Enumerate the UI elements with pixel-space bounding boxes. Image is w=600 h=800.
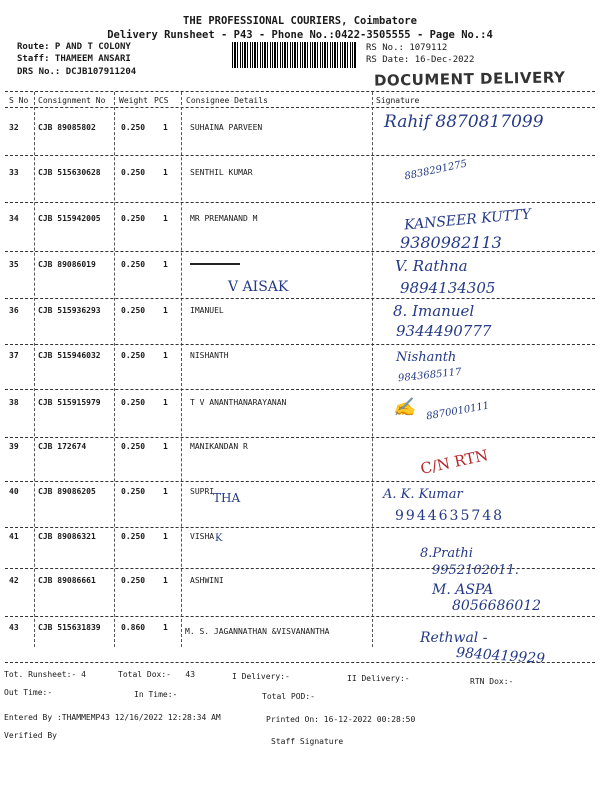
row-consignment: CJB 89086661 <box>38 576 96 585</box>
col-signature: Signature <box>376 96 420 105</box>
handwritten-name: KANSEER KUTTY <box>403 206 532 234</box>
row-pcs: 1 <box>163 260 168 269</box>
handwritten-phone: 8056686012 <box>452 598 542 614</box>
row-pcs: 1 <box>163 168 168 177</box>
row-sno: 41 <box>9 532 19 541</box>
row-sno: 43 <box>9 623 19 632</box>
handwritten-consignee-fix: THA <box>213 491 241 505</box>
row-weight: 0.860 <box>121 623 146 632</box>
row-weight: 0.250 <box>121 442 146 451</box>
row-consignee: NISHANTH <box>190 351 229 360</box>
row-pcs: 1 <box>163 623 168 632</box>
rs-number: RS No.: 1079112 <box>366 43 448 53</box>
drs-label: DRS No.: DCJB107911204 <box>17 67 137 77</box>
handwritten-name: Nishanth <box>396 350 457 365</box>
row-sno: 36 <box>9 306 19 315</box>
row-sno: 35 <box>9 260 19 269</box>
row-divider <box>5 568 595 569</box>
row-consignment: CJB 89086019 <box>38 260 96 269</box>
col-pcs: PCS <box>154 96 169 105</box>
row-divider <box>5 481 595 482</box>
row-weight: 0.250 <box>121 398 146 407</box>
row-pcs: 1 <box>163 306 168 315</box>
row-divider <box>5 251 595 252</box>
signature-scribble: ✍ <box>393 397 416 418</box>
staff-label: Staff: THAMEEM ANSARI <box>17 54 131 64</box>
col-sno: S No <box>9 96 29 105</box>
out-time: Out Time:- <box>4 688 53 697</box>
row-pcs: 1 <box>163 398 168 407</box>
staff-signature: Staff Signature <box>271 737 344 746</box>
printed-on: Printed On: 16-12-2022 00:28:50 <box>266 715 416 724</box>
ii-delivery: II Delivery:- <box>347 674 410 683</box>
company-title: THE PROFESSIONAL COURIERS, Coimbatore <box>183 15 417 27</box>
verified-by: Verified By <box>4 731 57 740</box>
row-consignment: CJB 515630628 <box>38 168 101 177</box>
row-pcs: 1 <box>163 123 168 132</box>
rtn-dox: RTN Dox:- <box>470 677 514 686</box>
document-delivery-stamp: DOCUMENT DELIVERY <box>373 68 566 90</box>
entered-by: Entered By :THAMMEMP43 12/16/2022 12:28:34 AM <box>4 713 221 722</box>
row-weight: 0.250 <box>121 576 146 585</box>
column-divider <box>34 92 35 647</box>
row-sno: 40 <box>9 487 19 496</box>
row-consignee: SUPRI <box>190 487 215 496</box>
row-sno: 39 <box>9 442 19 451</box>
handwritten-phone: 8870010111 <box>425 400 491 423</box>
row-consignee: MANIKANDAN R <box>190 442 248 451</box>
row-consignee: T V ANANTHANARAYANAN <box>190 398 287 407</box>
row-divider <box>5 155 595 156</box>
row-weight: 0.250 <box>121 260 146 269</box>
row-weight: 0.250 <box>121 306 146 315</box>
handwritten-phone: 9894134305 <box>400 279 496 297</box>
row-divider <box>5 202 595 203</box>
row-weight: 0.250 <box>121 532 146 541</box>
row-weight: 0.250 <box>121 168 146 177</box>
row-divider <box>5 389 595 390</box>
row-divider <box>5 298 595 299</box>
rs-date: RS Date: 16-Dec-2022 <box>366 55 475 65</box>
handwritten-name: 8. Imanuel <box>393 302 475 320</box>
handwritten-name: Rethwal - <box>420 630 488 646</box>
handwritten-name: V. Rathna <box>395 257 468 275</box>
row-sno: 32 <box>9 123 19 132</box>
row-pcs: 1 <box>163 576 168 585</box>
col-consignee: Consignee Details <box>186 96 268 105</box>
handwritten-phone: 9380982113 <box>400 233 502 252</box>
header-bottom-rule <box>5 107 595 108</box>
row-consignment: CJB 515915979 <box>38 398 101 407</box>
row-consignment: CJB 89085802 <box>38 123 96 132</box>
handwritten-phone: 9952102011. <box>432 563 519 578</box>
column-divider <box>181 92 182 647</box>
row-consignee: ASHWINI <box>190 576 224 585</box>
handwritten-name: M. ASPA <box>432 582 494 598</box>
row-divider <box>5 616 595 617</box>
row-consignment: CJB 515936293 <box>38 306 101 315</box>
column-divider <box>372 92 373 647</box>
row-consignee: IMANUEL <box>190 306 224 315</box>
row-sno: 34 <box>9 214 19 223</box>
handwritten-name: 8.Prathi <box>420 546 473 561</box>
row-consignment: CJB 172674 <box>38 442 87 451</box>
col-weight: Weight <box>119 96 148 105</box>
row-sno: 37 <box>9 351 19 360</box>
row-consignee: SUHAINA PARVEEN <box>190 123 263 132</box>
col-consignment: Consignment No <box>38 96 106 105</box>
handwritten-phone: 9944635748 <box>395 508 505 524</box>
row-divider <box>5 344 595 345</box>
row-divider <box>5 527 595 528</box>
barcode-image <box>232 42 356 68</box>
row-weight: 0.250 <box>121 123 146 132</box>
row-pcs: 1 <box>163 532 168 541</box>
row-weight: 0.250 <box>121 487 146 496</box>
handwritten-name: A. K. Kumar <box>383 487 463 502</box>
column-divider <box>114 92 115 647</box>
row-pcs: 1 <box>163 214 168 223</box>
row-divider <box>5 437 595 438</box>
row-sno: 42 <box>9 576 19 585</box>
row-pcs: 1 <box>163 351 168 360</box>
tot-runsheet: Tot. Runsheet:- 4 <box>4 670 86 679</box>
row-sno: 33 <box>9 168 19 177</box>
row-consignment: CJB 89086205 <box>38 487 96 496</box>
i-delivery: I Delivery:- <box>232 672 290 681</box>
row-sno: 38 <box>9 398 19 407</box>
row-consignment: CJB 515942005 <box>38 214 101 223</box>
return-mark: C/N RTN <box>418 446 490 478</box>
handwritten-consignee-fix: K <box>215 533 223 544</box>
handwritten-phone: 9843685117 <box>397 366 463 385</box>
in-time: In Time:- <box>134 690 178 699</box>
total-pod: Total POD:- <box>262 692 315 701</box>
header-top-rule <box>5 91 595 92</box>
handwritten-signature: Rahif 8870817099 <box>384 112 544 132</box>
handwritten-phone: 9840419929 <box>455 644 546 668</box>
route-label: Route: P AND T COLONY <box>17 42 131 52</box>
row-pcs: 1 <box>163 487 168 496</box>
row-consignee: SENTHIL KUMAR <box>190 168 253 177</box>
handwritten-phone: 8838291275 <box>403 158 469 183</box>
handwritten-phone: 9344490777 <box>396 322 492 340</box>
struck-consignee <box>190 263 240 265</box>
handwritten-consignee: V AISAK <box>228 279 289 295</box>
row-weight: 0.250 <box>121 351 146 360</box>
row-consignee: MR PREMANAND M <box>190 214 258 223</box>
row-pcs: 1 <box>163 442 168 451</box>
row-consignee: VISHA <box>190 532 215 541</box>
runsheet-title: Delivery Runsheet - P43 - Phone No.:0422-3505555 - Page No.:4 <box>107 29 493 41</box>
row-weight: 0.250 <box>121 214 146 223</box>
row-consignment: CJB 89086321 <box>38 532 96 541</box>
row-consignment: CJB 515946032 <box>38 351 101 360</box>
table-bottom-rule <box>5 662 595 663</box>
row-consignee: M. S. JAGANNATHAN &VISVANANTHA <box>185 627 330 636</box>
row-consignment: CJB 515631839 <box>38 623 101 632</box>
total-dox: Total Dox:- 43 <box>118 670 196 679</box>
